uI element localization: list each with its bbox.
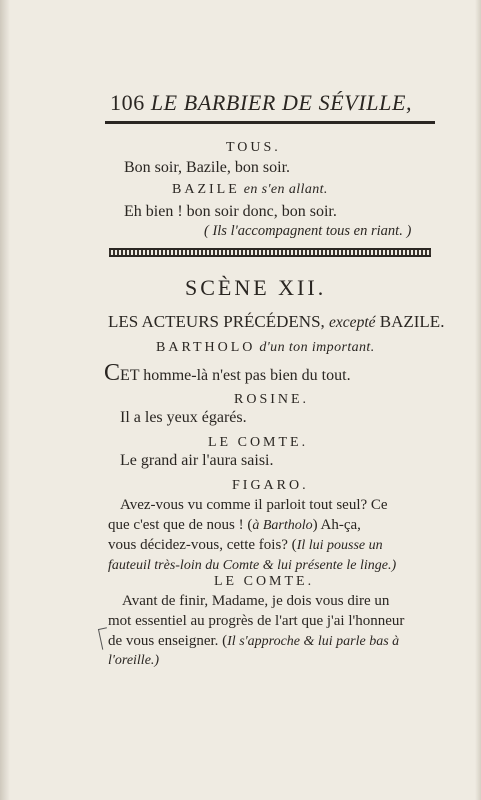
scene-subtitle-start: LES ACTEURS PRÉCÉDENS, [108, 312, 325, 331]
scene-subtitle [108, 312, 444, 332]
comte-line-3-a: de vous enseigner. ( [108, 633, 228, 649]
comte-line-3 [108, 631, 399, 652]
speaker-bazile-name: BAZILE [172, 182, 240, 197]
line-rosine: Il a les yeux égarés. [120, 409, 247, 426]
line-bartholo-text: ET homme-là n'est pas bien du tout. [120, 367, 351, 384]
page-number: 106 [110, 90, 145, 115]
speaker-comte-1: LE COMTE. [208, 435, 309, 450]
figaro-line-3 [108, 535, 383, 556]
line-bartholo [104, 360, 351, 387]
header-rule [105, 121, 435, 124]
speaker-comte-2: LE COMTE. [214, 574, 315, 589]
running-header [110, 90, 412, 116]
figaro-line-2-c: ) Ah-ça, [312, 517, 361, 533]
scene-divider [109, 248, 431, 257]
comte-line-4 [108, 650, 159, 671]
figaro-line-4-text: fauteuil très-loin du Comte & lui présente le linge.) [108, 558, 397, 573]
figaro-line-3-b: Il lui pousse un [296, 538, 383, 553]
figaro-line-3-a: vous décidez-vous, cette fois? ( [108, 537, 297, 553]
comte-line-3-b: Il s'approche & lui parle bas à [227, 634, 400, 649]
speaker-bartholo-direction: d'un ton important. [259, 340, 375, 355]
speaker-figaro: FIGARO. [232, 478, 309, 493]
dropcap-c: C [104, 360, 121, 386]
figaro-line-4 [108, 555, 396, 576]
stage-direction-accompagnent: ( Ils l'accompagnent tous en riant. ) [204, 223, 412, 239]
speaker-bartholo-name: BARTHOLO [156, 340, 256, 355]
speaker-bartholo [156, 340, 375, 356]
comte-line-1: Avant de finir, Madame, je dois vous dire un [122, 593, 390, 609]
page-gutter-shadow [0, 0, 10, 800]
page-edge-shadow [475, 0, 481, 800]
comte-line-2: mot essentiel au progrès de l'art que j'ai l'honneur [108, 613, 405, 629]
speaker-tous: TOUS. [226, 140, 281, 155]
figaro-line-2-b: à Bartholo [252, 518, 313, 533]
line-comte-1: Le grand air l'aura saisi. [120, 452, 274, 469]
line-eh-bien: Eh bien ! bon soir donc, bon soir. [124, 203, 337, 220]
running-title: LE BARBIER DE SÉVILLE, [150, 90, 413, 115]
scene-subtitle-except: excepté [329, 314, 376, 331]
figaro-line-2-a: que c'est que de nous ! ( [108, 517, 253, 533]
scene-title: SCÈNE XII. [185, 275, 327, 300]
figaro-line-2 [108, 515, 361, 536]
speaker-bazile [172, 182, 328, 198]
speaker-bazile-direction: en s'en allant. [243, 182, 328, 197]
speaker-rosine: ROSINE. [234, 392, 310, 407]
comte-line-4-text: l'oreille.) [108, 653, 160, 668]
line-bon-soir: Bon soir, Bazile, bon soir. [124, 159, 291, 176]
figaro-line-1: Avez-vous vu comme il parloit tout seul? Ce [120, 497, 388, 513]
scene-subtitle-end: BAZILE. [379, 312, 445, 331]
